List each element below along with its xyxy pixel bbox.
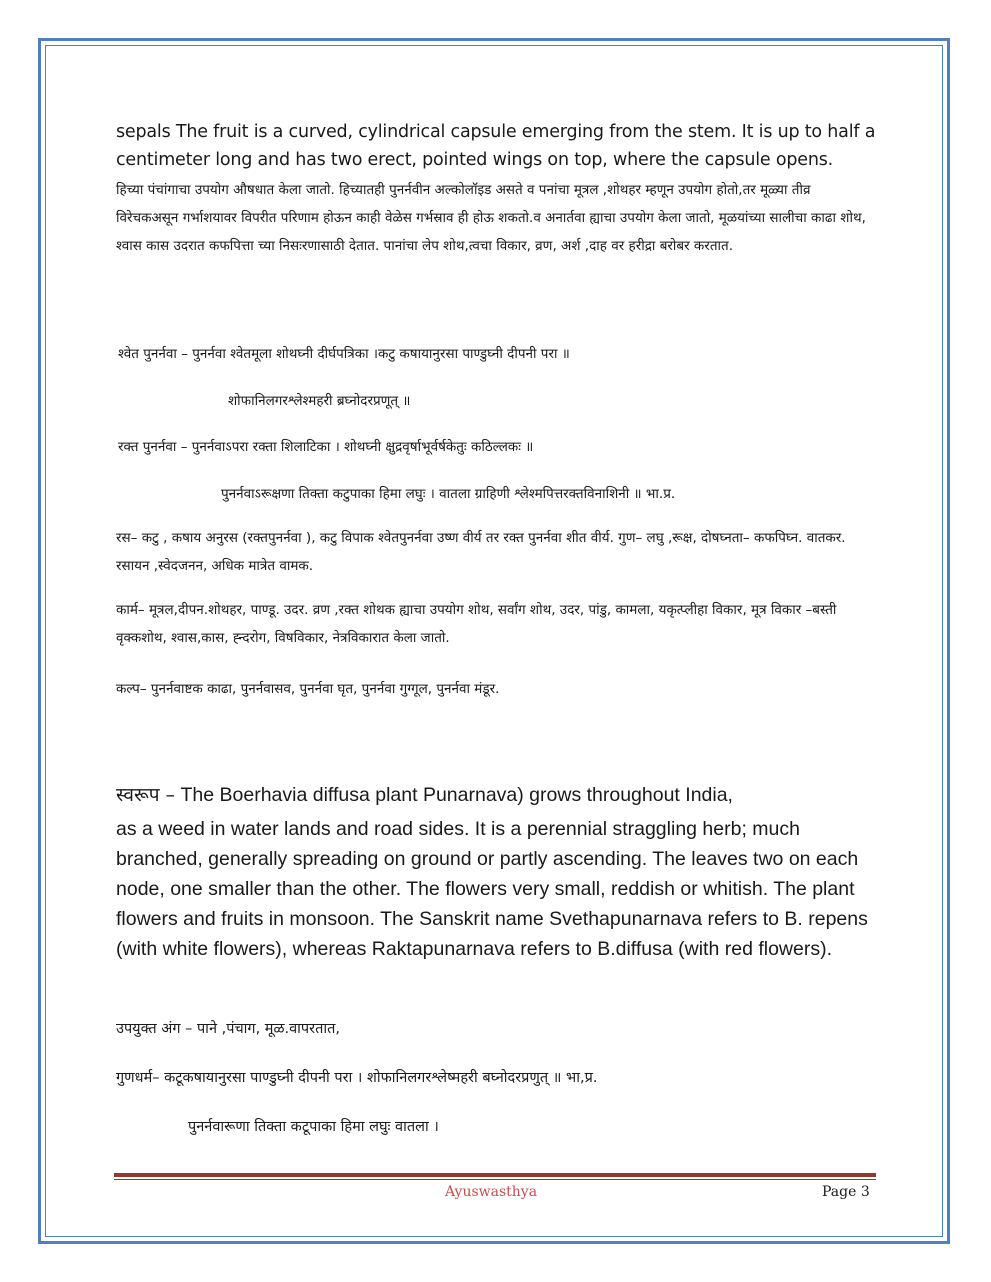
swaroop-first-line (116, 780, 876, 810)
paragraph-fruit-description: sepals The fruit is a curved, cylindrical capsule emerging from the stem. It is up to half a centimeter long and has two erect, pointed wings on top, where the capsule opens. (116, 122, 876, 170)
verse-rakta-punarnava: रक्त पुनर्नवा – पुनर्नवाऽपरा रक्ता शिलाटिका । शोथघ्नी क्षुद्रवृर्षाभूर्वर्षकेतुः कठिल्लकः ॥ (118, 439, 534, 455)
rasa-section (116, 524, 876, 580)
footer-rule-thin (114, 1179, 876, 1180)
footer-rule-thick (114, 1173, 876, 1177)
gunadharma-verse-2: पुनर्नवारूणा तिक्ता कटूपाका हिमा लघुः वातला । (188, 1119, 439, 1135)
karma-section (116, 596, 876, 652)
gunadharma-verse: गुणधर्म– कटूकषायानुरसा पाण्डुघ्नी दीपनी परा । शोफानिलगरश्लेष्महरी बघ्नोदरप्रणुत् ॥ भा,प्र. (116, 1070, 598, 1086)
swaroop-section (116, 780, 876, 964)
kalpa-text: कल्प– पुनर्नवाष्टक काढा, पुनर्नवासव, पुनर्नवा घृत, पुनर्नवा गुग्गूल, पुनर्नवा मंडूर. (116, 681, 500, 697)
rasa-text: रस– कटु , कषाय अनुरस (रक्तपुनर्नवा ), कटु विपाक श्वेतपुनर्नवा उष्ण वीर्य तर रक्त पुनर्नवा शीत वीर्य. गुण– लघु ,रूक्ष, दोषघ्नता– कफपिघ्न. वातकर. रसायन ,स्वेदजनन, अधिक मात्रेत वामक. (116, 530, 846, 574)
verse-shweta-punarnava: श्वेत पुनर्नवा – पुनर्नवा श्वेतमूला शोथघ्नी दीर्घपत्रिका ।कटु कषायानुरसा पाण्डुघ्नी दीपनी परा ॥ (118, 346, 570, 362)
swaroop-description: as a weed in water lands and road sides. It is a perennial straggling herb; much branched, generally spreading on ground or partly ascending. The leaves two on each node, one smaller than the other. The flowers very small, reddish or whitish. The plant flowers and fruits in monsoon. The Sanskrit name Svethapunarnava refers to B. repens (with white flowers), whereas Raktapunarnava refers to B.diffusa (with red flowers). (116, 818, 868, 960)
karma-text: कार्म– मूत्रल,दीपन.शोथहर, पाण्डू. उदर. व्रण ,रक्त शोथक ह्याचा उपयोग शोथ, सर्वांग शोथ, उदर, पांडु, कामला, यकृत्प्लीहा विकार, मूत्र विकार –बस्ती वृक्कशोथ, श्वास,कास, ह्न्दरोग, विषविकार, नेत्रविकारात केला जातो. (116, 602, 837, 646)
upayukta-anga: उपयुक्त अंग – पाने ,पंचाग, मूळ.वापरतात, (116, 1021, 340, 1037)
footer-title: Ayuswasthya (445, 1184, 538, 1200)
paragraph-usage-marathi: हिच्या पंचांगाचा उपयोग औषधात केला जातो. हिच्यातही पुनर्नवीन अल्कोलॉइड असते व पनांचा मूत्रल ,शोथहर म्हणून उपयोग होतो,तर मूळ्या तीव्र विरेचकअसून गर्भाशयावर विपरीत परिणाम होऊन काही वेळेस गर्भस्राव ही होऊ शकतो.व अनार्तवा ह्याचा उपयोग केला जातो, मूळयांच्या सालीचा काढा शोथ, श्वास कास उदरात कफपित्ता च्या निसःरणासाठी देतात. पानांचा लेप शोथ,त्वचा विकार, व्रण, अर्श ,दाह वर हरीद्रा बरोबर करतात. (116, 182, 866, 254)
page-number: Page 3 (822, 1184, 870, 1200)
page-content (116, 118, 876, 260)
verse-shopha: शोफानिलगरश्लेश्महरी ब्रघ्नोदरप्रणूत् ॥ (228, 393, 411, 409)
verse-bhavaprakash: पुनर्नवाऽरूक्षणा तिक्ता कटुपाका हिमा लघुः । वातला ग्राहिणी श्लेश्मपित्तरक्तविनाशिनी ॥ भा.प्र. (221, 486, 676, 502)
swaroop-label: स्वरूप – (116, 784, 176, 806)
swaroop-line1: The Boerhavia diffusa plant Punarnava) grows throughout India, (175, 784, 733, 806)
